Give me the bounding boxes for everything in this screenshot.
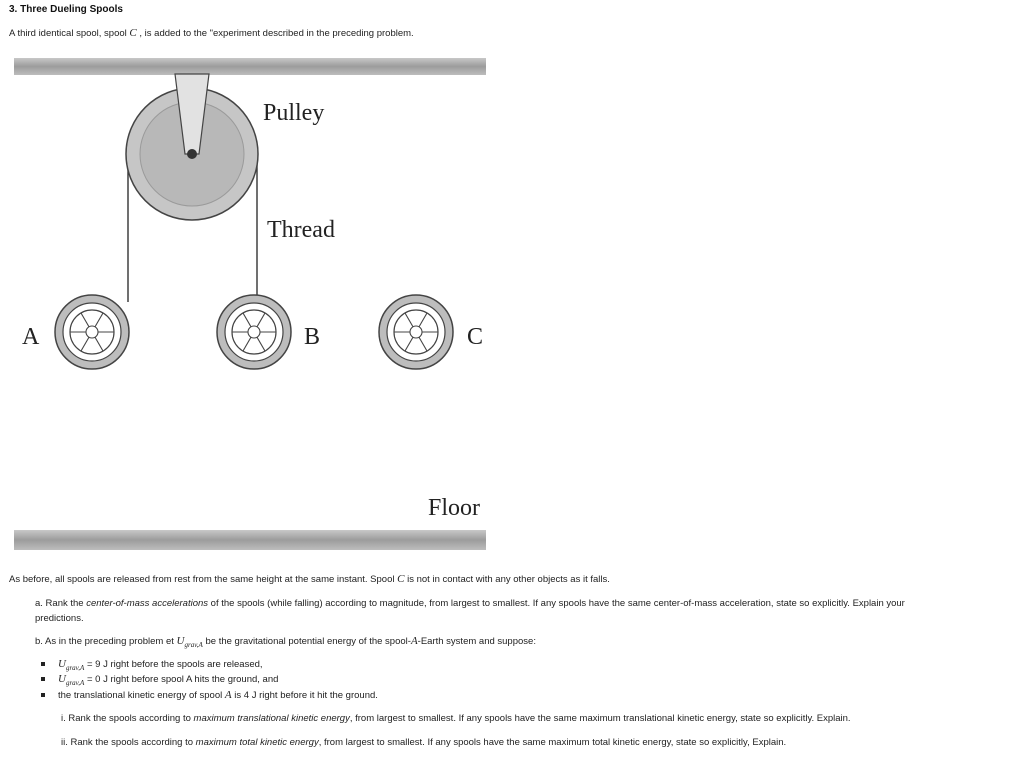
bullet-2-symbol: U <box>58 673 66 685</box>
intro-text-after: , is added to the "experiment described in the preceding problem. <box>139 28 414 39</box>
ceiling-bar <box>14 58 486 75</box>
part-b-mid: be the gravitational potential energy of the spool- <box>205 636 411 647</box>
part-b <box>35 634 536 653</box>
part-b-symbol: U <box>176 635 185 647</box>
setup-var: C <box>397 573 405 585</box>
label-spool-b: B <box>304 324 321 350</box>
intro-text-before: A third identical spool, spool <box>9 28 127 39</box>
spool-b <box>217 295 291 369</box>
bullet-1-symbol: U <box>58 658 66 670</box>
bullet-3-before: the translational kinetic energy of spool <box>58 690 223 701</box>
part-i-text: , from largest to smallest. If any spools have the same maximum translational kinetic energy, state so explicitly. Explain. <box>349 713 851 724</box>
setup-before: As before, all spools are released from rest from the same height at the same instant. Spool <box>9 574 395 585</box>
problem-intro <box>9 27 414 39</box>
bullet-1-sub: grav,A <box>65 663 85 672</box>
floor-bar <box>14 530 486 550</box>
label-floor: Floor <box>428 495 481 521</box>
bullet-1-text: J right before the spools are released, <box>103 659 263 670</box>
part-a-prefix: a. Rank the <box>35 598 84 609</box>
spools-figure <box>0 48 500 558</box>
label-spool-c: C <box>467 324 484 350</box>
part-i-prefix: i. Rank the spools according to <box>61 713 191 724</box>
label-pulley: Pulley <box>263 100 325 126</box>
bullet-2-text: J right before spool A hits the ground, and <box>103 674 279 685</box>
spool-a <box>55 295 129 369</box>
setup-after: is not in contact with any other objects as it falls. <box>407 574 610 585</box>
part-ii-prefix: ii. Rank the spools according to <box>61 737 194 748</box>
part-b-var: A <box>410 635 418 647</box>
part-a-text2: predictions. <box>35 613 84 624</box>
bullet-2-sub: grav,A <box>65 678 85 687</box>
label-thread: Thread <box>267 217 335 243</box>
part-a <box>35 596 995 626</box>
part-i-italic: maximum translational kinetic energy <box>193 713 350 724</box>
part-a-italic: center-of-mass accelerations <box>86 598 209 609</box>
part-i <box>61 711 851 726</box>
bullet-2 <box>43 673 278 687</box>
bullet-3-after: is 4 J right before it hit the ground. <box>234 690 378 701</box>
bullet-1-eq: = 9 <box>86 659 101 670</box>
part-ii-italic: maximum total kinetic energy <box>195 737 319 748</box>
part-b-prefix: b. As in the preceding problem et <box>35 636 174 647</box>
part-ii-text: , from largest to smallest. If any spools have the same maximum total kinetic energy, state so explicitly, Explain. <box>318 737 787 748</box>
part-ii <box>61 735 786 750</box>
bullet-1 <box>43 658 263 672</box>
intro-var: C <box>129 27 137 39</box>
bullet-3-var: A <box>224 689 232 701</box>
part-b-sub: grav,A <box>184 640 203 649</box>
bullet-3 <box>43 689 378 701</box>
part-a-text: of the spools (while falling) according to magnitude, from largest to smallest. If any spools have the same center-of-mass acceleration, state so explicitly. Explain your <box>210 598 905 609</box>
pulley <box>126 74 258 220</box>
problem-title: 3. Three Dueling Spools <box>9 4 123 15</box>
spool-c <box>379 295 453 369</box>
part-b-end: -Earth system and suppose: <box>417 636 536 647</box>
setup-paragraph <box>9 572 610 587</box>
bullet-2-eq: = 0 <box>86 674 101 685</box>
label-spool-a: A <box>22 324 40 350</box>
